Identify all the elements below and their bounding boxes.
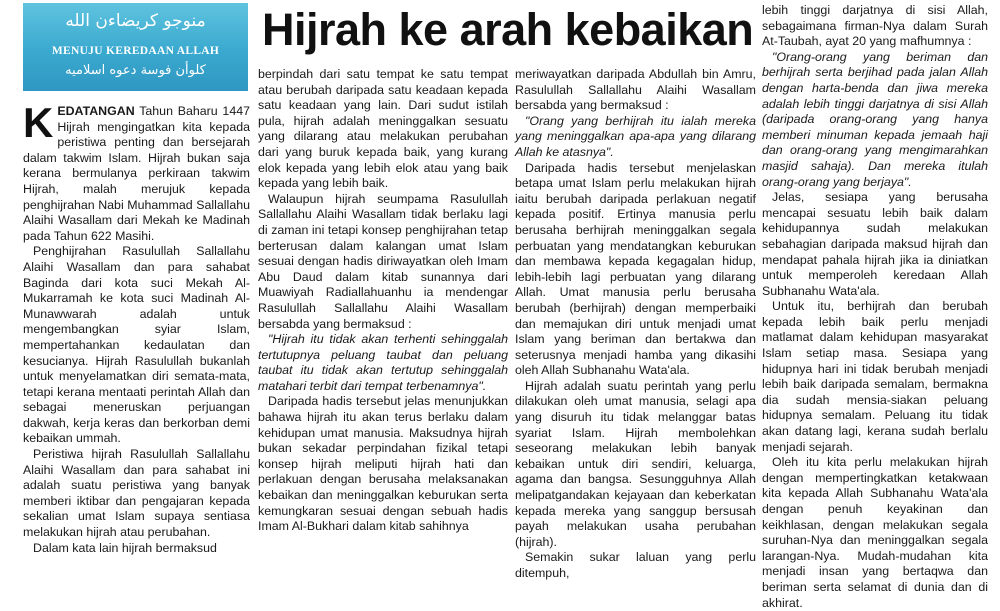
article-column-1	[23, 99, 250, 556]
lead-text: Tahun Baharu 1447 Hijrah mengingatkan kita kepada peristiwa penting dan bersejarah dalam takwim Islam. Hijrah bukan saja kerana bermulanya perkiraan takwim Hijrah, malah merujuk kepada penghijrahan Nabi Muhammad Sallallahu Alaihi Wasallam dari Mekah ke Madinah pada Tahun 622 Masihi.	[23, 104, 250, 243]
hadith-quote: "Hijrah itu tidak akan terhenti sehinggalah tertutupnya peluang taubat dan peluang taubat itu tidak akan tertutup sehinggalah matahari terbit dari tempat terbenamnya".	[258, 332, 508, 393]
paragraph: Semakin sukar laluan yang perlu ditempuh,	[515, 550, 756, 580]
paragraph: Untuk itu, berhijrah dan berubah kepada lebih baik perlu menjadi matlamat dalam kehidupan masyarakat Islam setiap masa. Sesiapa yang hidupnya hari ini tidak berubah menjadi lebih baik daripada semalam, bermakna dia sudah mensia-siakan peluang hidupnya semalam. Peluang itu tidak akan datang lagi, kerana sudah berlalu menjadi sejarah.	[762, 299, 988, 454]
article-column-3	[515, 67, 756, 582]
quran-quote: "Orang-orang yang beriman dan berhijrah serta berjihad pada jalan Allah dengan harta-benda dan jiwa mereka adalah lebih tinggi darjatnya di sisi Allah (daripada orang-orang yang hanya memberi minuman kepada jemaah haji dan orang-orang yang mengimarahkan masjid sahaja). Dan mereka itulah orang-orang yang berjaya".	[762, 49, 988, 189]
article-headline: Hijrah ke arah kebaikan	[262, 4, 754, 55]
paragraph: lebih tinggi darjatnya di sisi Allah, sebagaimana firman-Nya dalam Surah At-Taubah, ayat 20 yang mafhumnya :	[762, 3, 988, 49]
article-column-2	[258, 67, 508, 535]
paragraph: berpindah dari satu tempat ke satu tempat atau berubah daripada satu keadaan kepada satu keadaan yang lain. Dari sudut istilah pula, hijrah adalah meninggalkan sesuatu yang dilarang atau melakukan perubahan dari yang buruk kepada baik, yang kurang elok kepada yang lebih elok atau yang baik kepada yang lebih baik.	[258, 67, 508, 191]
paragraph: Oleh itu kita perlu melakukan hijrah dengan mempertingkatkan ketakwaan kita kepada Allah Subhanahu Wata'ala dengan penuh keyakinan dan keikhlasan, dengan melakukan segala suruhan-Nya dan meninggalkan segala larangan-Nya. Mudah-mudahan kita menjadi insan yang bertaqwa dan beriman serta selamat di dunia dan di akhirat.	[762, 455, 988, 610]
article-column-4	[762, 3, 988, 611]
paragraph: Walaupun hijrah seumpama Rasulullah Sallallahu Alaihi Wasallam tidak berlaku lagi di zaman ini tetapi konsep penghijrahan tetap berterusan dalam kalangan umat Islam sesuai dengan hadis diriwayatkan oleh Imam Abu Daud dalam kitab sunannya dari Muawiyah Radiallahuanhu ia mendengar Rasulullah Sallallahu Alaihi Wasallam bersabda yang bermaksud :	[258, 191, 508, 331]
paragraph: Daripada hadis tersebut menjelaskan betapa umat Islam perlu melakukan hijrah iaitu berubah daripada perlakuan negatif kepada positif. Ertinya manusia perlu berusaha berhijrah meninggalkan segala perbuatan yang mendatangkan keburukan dan membawa kepada kegagalan hidup, lebih-lebih lagi perbuatan yang dilarang Allah. Umat manusia perlu berusaha berubah (berhijrah) dengan memperbaiki dan memajukan diri untuk menjadi umat Islam yang beriman dan bertakwa dan seterusnya menjadi hamba yang dikasihi oleh Allah Subhanahu Wata'ala.	[515, 160, 756, 378]
paragraph: Dalam kata lain hijrah bermaksud	[33, 540, 217, 555]
paragraph: Peristiwa hijrah Rasulullah Sallallahu Alaihi Wasallam dan para sahabat ini adalah suatu peristiwa yang banyak memberi iktibar dan pengajaran kepada sekalian umat Islam supaya sentiasa melakukan hijrah atau perubahan.	[23, 447, 250, 540]
banner-arabic-subtitle: كلوأن فوسة دعوه اسلاميه	[65, 63, 206, 78]
lead-paragraph	[23, 99, 250, 244]
paragraph: Jelas, sesiapa yang berusaha mencapai sesuatu lebih baik dalam kehidupannya sudah melakukan sebahagian daripada maksud hijrah dan mendapat pahala hijrah jika ia diniatkan untuk memperoleh keredaan Allah Subhanahu Wata'ala.	[762, 190, 988, 298]
drop-cap: K	[23, 99, 54, 146]
paragraph: Hijrah adalah suatu perintah yang perlu dilakukan oleh umat manusia, selagi apa yang disuruh itu tidak melanggar batas syariat Islam. Hijrah membolehkan seseorang melakukan lebih banyak kebaikan untuk diri sendiri, keluarga, agama dan bangsa. Sesungguhnya Allah melipatgandakan kejayaan dan keberkatan kepada mereka yang sanggup bersusah payah melakukan usaha perubahan (hijrah).	[515, 378, 756, 549]
banner-latin-title: MENUJU KEREDAAN ALLAH	[51, 45, 220, 57]
column-banner	[23, 3, 248, 91]
paragraph: meriwayatkan daripada Abdullah bin Amru, Rasulullah Sallallahu Alaihi Wasallam bersabda yang bermaksud :	[515, 67, 756, 113]
hadith-quote: "Orang yang berhijrah itu ialah mereka yang meninggalkan apa-apa yang dilarang Allah ke atasnya".	[515, 113, 756, 159]
lead-word: EDATANGAN	[57, 104, 135, 118]
paragraph: Daripada hadis tersebut jelas menunjukkan bahawa hijrah itu akan terus berlaku dalam kehidupan umat manusia. Maksudnya hijrah bukan sekadar perpindahan fizikal tetapi konsep hijrah meliputi hijrah hati dan perlakuan dengan berusaha melaksanakan kebaikan dan meninggalkan keburukan serta kemungkaran sesuai dengan sebuah hadis Imam Al-Bukhari dalam kitab sahihnya	[258, 394, 508, 534]
paragraph: Penghijrahan Rasulullah Sallallahu Alaihi Wasallam dan para sahabat Baginda dari kota suci Mekah Al-Mukarramah ke kota suci Madinah Al-Munawwarah adalah untuk mengembangkan syiar Islam, mempertahankan kedaulatan dan kesucianya. Hijrah Rasulullah bukanlah untuk menyelamatkan diri semata-mata, tetapi kerana mentaati perintah Allah dan sebagai meneruskan perjuangan dakwah, kerja keras dan berkorban demi kebaikan ummah.	[23, 244, 250, 446]
banner-arabic-title: منوجو كريضاءن الله	[65, 11, 206, 31]
